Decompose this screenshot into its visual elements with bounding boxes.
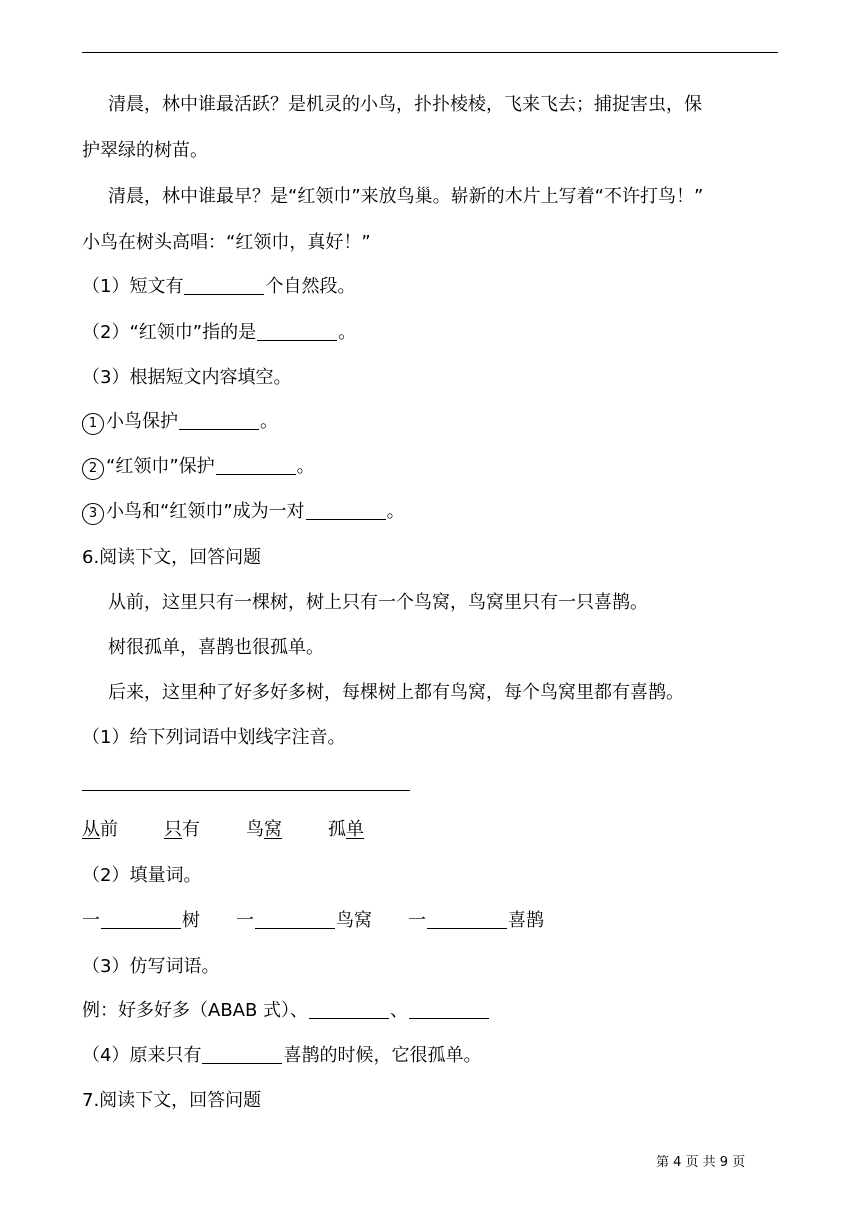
question-5-3-c — [82, 500, 405, 525]
circled-number: 2 — [82, 458, 104, 480]
question-text: 小鸟保护 — [106, 411, 178, 432]
measure-noun: 鸟窝 — [336, 910, 372, 931]
question-6-paragraph-3: 后来，这里种了好多好多树，每棵树上都有鸟窝，每个鸟窝里都有喜鹊。 — [108, 682, 684, 703]
measure-word-row — [82, 909, 544, 933]
question-5-2 — [82, 321, 356, 345]
question-6-title: 6.阅读下文，回答问题 — [82, 547, 262, 568]
measure-noun: 喜鹊 — [508, 910, 544, 931]
question-text: 。 — [260, 411, 278, 432]
paragraph-1-line-1: 清晨，林中谁最活跃？是机灵的小鸟，扑扑棱棱，飞来飞去；捕捉害虫，保 — [108, 94, 702, 115]
question-text: 。 — [386, 501, 405, 522]
header-rule — [82, 52, 778, 53]
answer-blank[interactable] — [184, 276, 264, 295]
answer-blank[interactable] — [306, 501, 386, 520]
underlined-char: 窝 — [264, 819, 282, 840]
imitation-row — [82, 999, 490, 1023]
paragraph-2-line-1: 清晨，林中谁最早？是“红领巾”来放鸟巢。崭新的木片上写着“不许打鸟！” — [108, 186, 704, 207]
answer-blank[interactable] — [216, 456, 296, 475]
separator: 、 — [390, 1000, 409, 1021]
page-number: 第 4 页 共 9 页 — [656, 1155, 746, 1170]
question-6-3: （3）仿写词语。 — [82, 956, 220, 977]
measure-prefix: 一 — [82, 910, 100, 931]
question-6-paragraph-1: 从前，这里只有一棵树，树上只有一个鸟窝，鸟窝里只有一只喜鹊。 — [108, 592, 648, 613]
answer-blank[interactable] — [309, 1000, 389, 1019]
word-char: 孤 — [328, 819, 346, 840]
question-text: （4）原来只有 — [82, 1045, 202, 1066]
answer-blank[interactable] — [101, 910, 181, 929]
question-6-2: （2）填量词。 — [82, 865, 202, 886]
measure-prefix: 一 — [236, 910, 254, 931]
question-6-4 — [82, 1044, 481, 1068]
question-text: 喜鹊的时候，它很孤单。 — [283, 1045, 482, 1066]
answer-blank[interactable] — [202, 1045, 282, 1064]
pinyin-answer-lines[interactable] — [82, 790, 410, 791]
question-text: “红领巾”保护 — [106, 456, 215, 477]
question-5-3-b — [82, 455, 315, 480]
question-text: （2）“红领巾”指的是 — [82, 322, 257, 343]
question-text: 。 — [338, 322, 357, 343]
answer-blank[interactable] — [409, 1000, 489, 1019]
question-text: 。 — [296, 456, 315, 477]
word-char: 前 — [100, 819, 118, 840]
answer-blank[interactable] — [255, 910, 335, 929]
measure-noun: 树 — [182, 910, 200, 931]
question-7-title: 7.阅读下文，回答问题 — [82, 1090, 262, 1111]
answer-blank[interactable] — [179, 411, 259, 430]
question-text: 个自然段。 — [265, 276, 356, 297]
question-text: 小鸟和“红领巾”成为一对 — [106, 501, 305, 522]
paragraph-2-line-2: 小鸟在树头高唱：“红领巾，真好！” — [82, 232, 371, 253]
underlined-char: 从 — [82, 819, 100, 840]
question-5-1 — [82, 275, 355, 299]
circled-number: 1 — [82, 413, 104, 435]
word-char: 鸟 — [246, 819, 264, 840]
question-text: （1）短文有 — [82, 276, 184, 297]
question-6-1: （1）给下列词语中划线字注音。 — [82, 727, 346, 748]
answer-blank[interactable] — [427, 910, 507, 929]
question-5-3-a — [82, 410, 278, 435]
measure-prefix: 一 — [408, 910, 426, 931]
question-6-paragraph-2: 树很孤单，喜鹊也很孤单。 — [108, 637, 324, 658]
word-list — [82, 818, 364, 842]
underlined-char: 单 — [346, 819, 364, 840]
question-5-3: （3）根据短文内容填空。 — [82, 367, 292, 388]
circled-number: 3 — [82, 503, 104, 525]
word-char: 有 — [182, 819, 200, 840]
answer-blank[interactable] — [257, 322, 337, 341]
underlined-char: 只 — [164, 819, 182, 840]
paragraph-1-line-2: 护翠绿的树苗。 — [82, 140, 208, 161]
example-text: 例：好多好多（ABAB 式）、 — [82, 1000, 309, 1021]
